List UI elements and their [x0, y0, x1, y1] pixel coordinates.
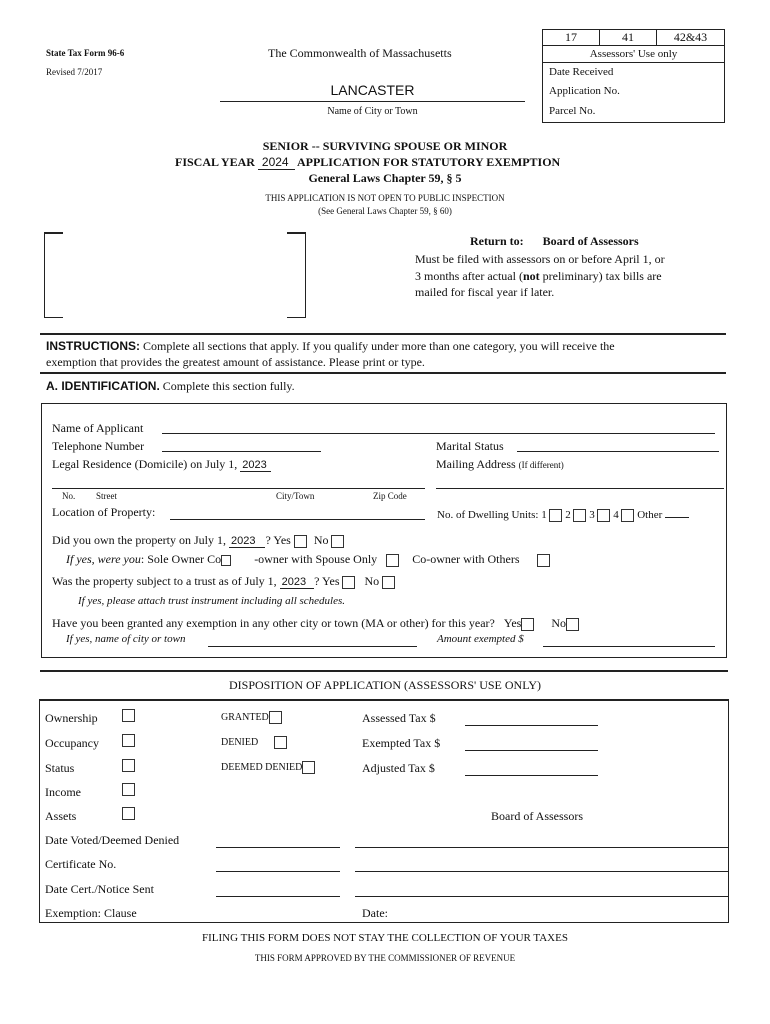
- assets-checkbox[interactable]: [122, 807, 135, 820]
- occupancy-checkbox[interactable]: [122, 734, 135, 747]
- city-underline: [220, 101, 525, 102]
- return-text-2-post: preliminary) tax bills are: [539, 269, 662, 283]
- assessed-tax-field[interactable]: [465, 725, 598, 726]
- amount-exempted-label: Amount exempted $: [437, 633, 524, 645]
- certificate-no-field[interactable]: [216, 871, 340, 872]
- dwelling-other-label: Other: [637, 509, 663, 522]
- trust-question: [52, 574, 395, 589]
- co-owner-others-checkbox[interactable]: [537, 554, 550, 567]
- legal-residence-text: Legal Residence (Domicile) on July 1,: [52, 457, 238, 471]
- amount-exempted-field[interactable]: [543, 646, 715, 647]
- section-a-text: Complete this section fully.: [159, 379, 295, 393]
- dwelling-units: [437, 509, 689, 522]
- footer-notice-1: FILING THIS FORM DOES NOT STAY THE COLLECTION OF YOUR TAXES: [202, 932, 568, 944]
- co-owner-spouse-label: -owner with Spouse Only: [254, 552, 378, 566]
- own-question-text: Did you own the property on July 1,: [52, 533, 226, 547]
- sole-owner-label: : Sole Owner Co: [140, 552, 222, 566]
- mailing-address-note: (If different): [518, 460, 564, 470]
- other-exemption-yes-checkbox[interactable]: [521, 618, 534, 631]
- fiscal-year-field[interactable]: 2024: [258, 155, 295, 170]
- instructions-label: INSTRUCTIONS:: [46, 339, 140, 353]
- addr-no-caption: No.: [62, 491, 76, 501]
- form-title-line1: SENIOR -- SURVIVING SPOUSE OR MINOR: [262, 139, 508, 153]
- dwelling-3-checkbox[interactable]: [597, 509, 610, 522]
- applicant-name-label: Name of Applicant: [52, 421, 144, 435]
- application-no-label: Application No.: [549, 85, 620, 97]
- denied-checkbox[interactable]: [274, 736, 287, 749]
- mailing-address-field[interactable]: [436, 488, 724, 489]
- sole-owner-checkbox[interactable]: [221, 555, 231, 566]
- marital-status-label: Marital Status: [436, 439, 504, 453]
- return-text-2-bold: not: [522, 269, 540, 283]
- income-label: Income: [45, 785, 81, 799]
- telephone-label: Telephone Number: [52, 439, 145, 453]
- residence-address-field[interactable]: [52, 488, 425, 489]
- own-no-checkbox[interactable]: [331, 535, 344, 548]
- rule-bottom-instructions: [40, 372, 726, 374]
- other-city-label: If yes, name of city or town: [66, 633, 186, 645]
- denied-text: DENIED: [221, 736, 259, 748]
- trust-yes-label: ? Yes: [314, 574, 340, 588]
- return-text-2-pre: 3 months after actual (: [415, 269, 523, 283]
- return-to-value: Board of Assessors: [542, 234, 639, 248]
- ownership-type: [66, 552, 550, 567]
- other-exemption-question: [52, 616, 579, 631]
- trust-instruction: If yes, please attach trust instrument including all schedules.: [78, 595, 346, 607]
- section-a-heading: [46, 379, 295, 394]
- fy-prefix: FISCAL YEAR: [175, 155, 255, 169]
- date-received-label: Date Received: [549, 66, 614, 78]
- exemption-clause-label: Exemption: Clause: [45, 906, 137, 920]
- denied-label: [221, 736, 287, 749]
- return-to: [470, 234, 639, 249]
- ownership-checkbox[interactable]: [122, 709, 135, 722]
- mailing-address-text: Mailing Address: [436, 457, 516, 471]
- trust-year-field[interactable]: 2023: [280, 576, 314, 589]
- dwelling-units-label: No. of Dwelling Units: 1: [437, 509, 547, 522]
- signature-line-2[interactable]: [355, 871, 728, 872]
- adjusted-tax-field[interactable]: [465, 775, 598, 776]
- address-window-left: [44, 232, 64, 318]
- granted-text: GRANTED: [221, 711, 269, 723]
- disposition-title: DISPOSITION OF APPLICATION (ASSESSORS' USE ONLY): [228, 678, 541, 692]
- exempted-tax-field[interactable]: [465, 750, 598, 751]
- status-label: Status: [45, 761, 75, 775]
- other-exemption-yes-label: Yes: [503, 616, 522, 630]
- return-text-1: Must be filed with assessors on or before April 1, or: [415, 252, 665, 266]
- granted-label: [221, 711, 282, 724]
- dwelling-4-label: 4: [613, 509, 619, 522]
- own-year-field[interactable]: 2023: [229, 535, 265, 548]
- certificate-no-label: Certificate No.: [45, 857, 117, 871]
- public-notice: THIS APPLICATION IS NOT OPEN TO PUBLIC INSPECTION: [265, 193, 505, 203]
- code-42-43: 42&43: [657, 30, 724, 46]
- assessors-use-only: Assessors' Use only: [543, 46, 724, 63]
- trust-yes-checkbox[interactable]: [342, 576, 355, 589]
- trust-no-checkbox[interactable]: [382, 576, 395, 589]
- granted-checkbox[interactable]: [269, 711, 282, 724]
- addr-city-caption: City/Town: [276, 491, 315, 501]
- trust-no-label: No: [364, 574, 380, 588]
- disposition-top-rule: [40, 670, 728, 672]
- date-cert-field[interactable]: [216, 896, 340, 897]
- legal-residence-label: [52, 457, 271, 472]
- fy-suffix: APPLICATION FOR STATUTORY EXEMPTION: [296, 155, 561, 169]
- addr-zip-caption: Zip Code: [373, 491, 407, 501]
- other-city-field[interactable]: [208, 646, 417, 647]
- assessed-tax-label: Assessed Tax $: [362, 711, 436, 725]
- code-17: 17: [543, 30, 600, 46]
- address-window-right: [286, 232, 306, 318]
- dwelling-3-label: 3: [589, 509, 595, 522]
- ownership-label: Ownership: [45, 711, 98, 725]
- signature-line-3[interactable]: [355, 896, 728, 897]
- section-a-label: A. IDENTIFICATION.: [46, 379, 160, 393]
- dwelling-1-checkbox[interactable]: [549, 509, 562, 522]
- parcel-no-label: Parcel No.: [549, 105, 596, 117]
- city-caption: Name of City or Town: [327, 106, 418, 117]
- return-text-2: [415, 269, 662, 284]
- co-owner-spouse-checkbox[interactable]: [386, 554, 399, 567]
- location-label: Location of Property:: [52, 505, 156, 519]
- telephone-field[interactable]: [162, 451, 321, 452]
- form-id: State Tax Form 96-6: [46, 48, 125, 58]
- applicant-name-field[interactable]: [162, 433, 715, 434]
- date-cert-label: Date Cert./Notice Sent: [45, 882, 154, 896]
- signature-line-1[interactable]: [355, 847, 728, 848]
- rule-top-instructions: [40, 333, 726, 335]
- other-exemption-text: Have you been granted any exemption in any other city or town (MA or other) for this year?: [52, 616, 495, 630]
- marital-status-field[interactable]: [517, 451, 719, 452]
- adjusted-tax-label: Adjusted Tax $: [362, 761, 435, 775]
- instructions-text-1: Complete all sections that apply. If you qualify under more than one category, you will receive the: [140, 339, 615, 353]
- dwelling-other-field[interactable]: [665, 517, 689, 518]
- board-of-assessors-label: Board of Assessors: [491, 809, 583, 823]
- assets-label: Assets: [45, 809, 77, 823]
- mailing-address-label: [436, 457, 564, 472]
- ownership-if-text: If yes, were you: [66, 552, 141, 566]
- date-voted-field[interactable]: [216, 847, 340, 848]
- public-notice-ref: (See General Laws Chapter 59, § 60): [318, 206, 452, 216]
- instructions: [46, 339, 615, 354]
- trust-question-text: Was the property subject to a trust as of July 1,: [52, 574, 277, 588]
- own-question: [52, 533, 344, 548]
- dwelling-2-label: 2: [565, 509, 571, 522]
- status-checkbox[interactable]: [122, 759, 135, 772]
- form-title-line3: General Laws Chapter 59, § 5: [308, 171, 462, 185]
- code-41: 41: [600, 30, 657, 46]
- footer-notice-2: THIS FORM APPROVED BY THE COMMISSIONER OF REVENUE: [254, 953, 516, 963]
- location-field[interactable]: [170, 519, 425, 520]
- commonwealth-title: The Commonwealth of Massachusetts: [268, 46, 452, 60]
- occupancy-label: Occupancy: [45, 736, 99, 750]
- residence-year-field[interactable]: 2023: [240, 459, 270, 472]
- return-to-label: Return to:: [470, 234, 524, 248]
- form-title-line2: [175, 155, 560, 170]
- exempted-tax-label: Exempted Tax $: [362, 736, 441, 750]
- revised-date: Revised 7/2017: [46, 67, 103, 77]
- assessors-use-box: [542, 29, 725, 123]
- deemed-denied-text: DEEMED DENIED: [221, 761, 303, 773]
- instructions-text-2: exemption that provides the greatest amount of assistance. Please print or type.: [46, 355, 425, 369]
- income-checkbox[interactable]: [122, 783, 135, 796]
- own-yes-checkbox[interactable]: [294, 535, 307, 548]
- city-name[interactable]: LANCASTER: [330, 82, 415, 98]
- date-label: Date:: [362, 906, 388, 920]
- own-no-label: No: [313, 533, 329, 547]
- date-voted-label: Date Voted/Deemed Denied: [45, 833, 180, 847]
- deemed-denied-checkbox[interactable]: [302, 761, 315, 774]
- dwelling-4-checkbox[interactable]: [621, 509, 634, 522]
- own-yes-label: ? Yes: [265, 533, 291, 547]
- co-owner-others-label: Co-owner with Others: [412, 552, 520, 566]
- deemed-denied-label: [221, 761, 315, 774]
- other-exemption-no-label: No: [551, 616, 567, 630]
- other-exemption-no-checkbox[interactable]: [566, 618, 579, 631]
- return-text-3: mailed for fiscal year if later.: [415, 285, 555, 299]
- addr-street-caption: Street: [96, 491, 117, 501]
- dwelling-2-checkbox[interactable]: [573, 509, 586, 522]
